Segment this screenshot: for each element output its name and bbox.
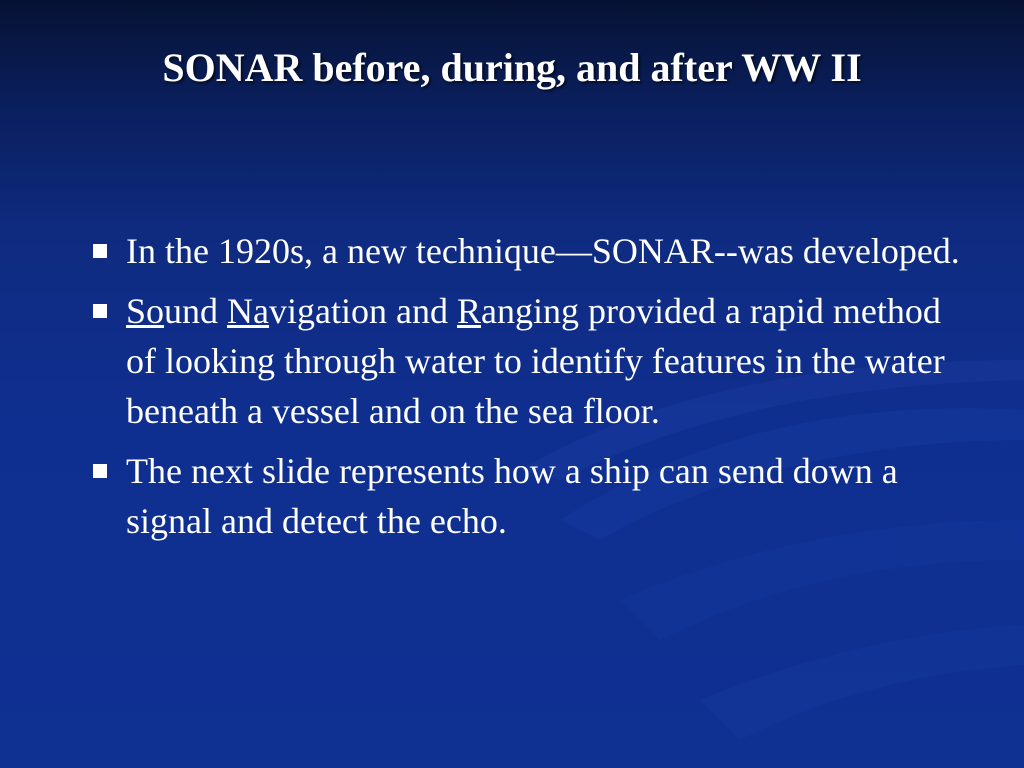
slide-title: SONAR before, during, and after WW II (162, 45, 862, 90)
underlined-acronym-letters: Na (227, 291, 270, 331)
bullet-text-segment: vigation and (269, 291, 457, 331)
bullet-text (126, 451, 898, 541)
bullet-item (86, 226, 966, 276)
underlined-acronym-letters: So (126, 291, 165, 331)
bullet-list (86, 226, 966, 556)
square-bullet-icon (93, 464, 107, 478)
square-bullet-icon (93, 244, 107, 258)
square-bullet-icon (93, 304, 107, 318)
bullet-text-segment: In the 1920s, a new technique—SONAR--was developed. (126, 231, 960, 271)
bullet-item (86, 286, 966, 436)
underlined-acronym-letters: R (456, 291, 481, 331)
bullet-item (86, 446, 966, 546)
bullet-text (126, 291, 945, 431)
bullet-text-segment: The next slide represents how a ship can send down a signal and detect the echo. (126, 451, 898, 541)
bullet-text-segment: und (164, 291, 228, 331)
bullet-text-segment: anging provided a rapid method of looking through water to identify features in the water beneath a vessel and on the sea floor. (126, 291, 945, 431)
bullet-text (126, 231, 960, 271)
